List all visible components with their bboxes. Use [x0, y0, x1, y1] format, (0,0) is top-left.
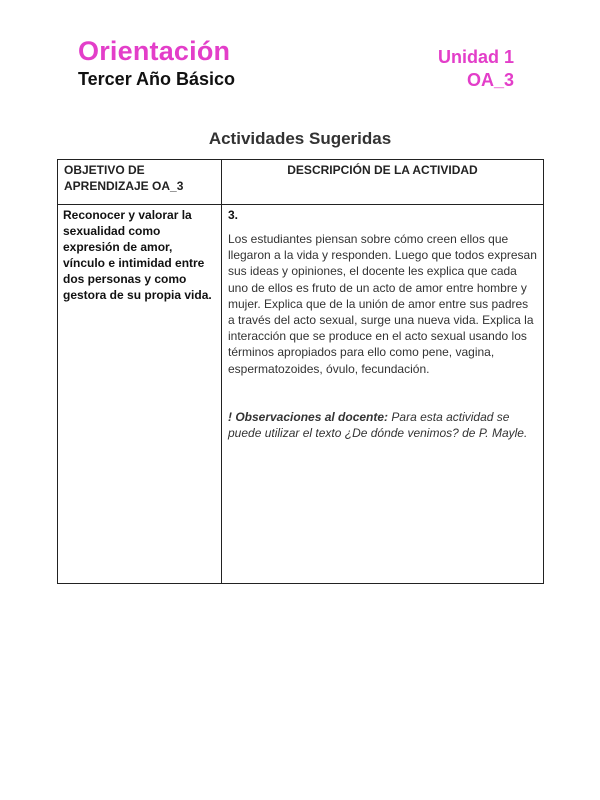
observations-label: ! Observaciones al docente:	[228, 409, 389, 424]
description-header: DESCRIPCIÓN DE LA ACTIVIDAD	[222, 160, 544, 205]
page-title: Orientación	[78, 36, 231, 66]
section-title: Actividades Sugeridas	[208, 129, 392, 148]
objective-cell: Reconocer y valorar la sexualidad como expresión de amor, vínculo e intimidad entre dos personas y como gestora de su propia vida.	[58, 205, 222, 584]
teacher-observations	[228, 409, 537, 441]
activity-table	[57, 159, 544, 584]
oa-label: OA_3	[466, 70, 514, 90]
activity-description: Los estudiantes piensan sobre cómo creen ellos que llegaron a la vida y responden. Luego que todos expresan sus ideas y opiniones, el docente les explica que cada uno de ellos es fruto de un acto de amor entre hombre y mujer. Explica que de la unión de amor entre sus padres a través del acto sexual, surge una nueva vida. Explica la interacción que se produce en el acto sexual usando los términos apropiados para ello como pene, vagina, espermatozoides, óvulo, fecundación.	[228, 232, 537, 376]
activity-number: 3.	[228, 208, 239, 222]
table-row	[58, 205, 544, 584]
objective-header: OBJETIVO DE APRENDIZAJE OA_3	[58, 160, 222, 205]
observations-text: Para esta actividad se puede utilizar el texto ¿De dónde venimos? de P. Mayle.	[228, 409, 528, 441]
unit-label: Unidad 1	[437, 47, 514, 67]
description-cell	[222, 205, 544, 584]
table-header-row	[58, 160, 544, 205]
grade-subtitle: Tercer Año Básico	[78, 69, 236, 89]
